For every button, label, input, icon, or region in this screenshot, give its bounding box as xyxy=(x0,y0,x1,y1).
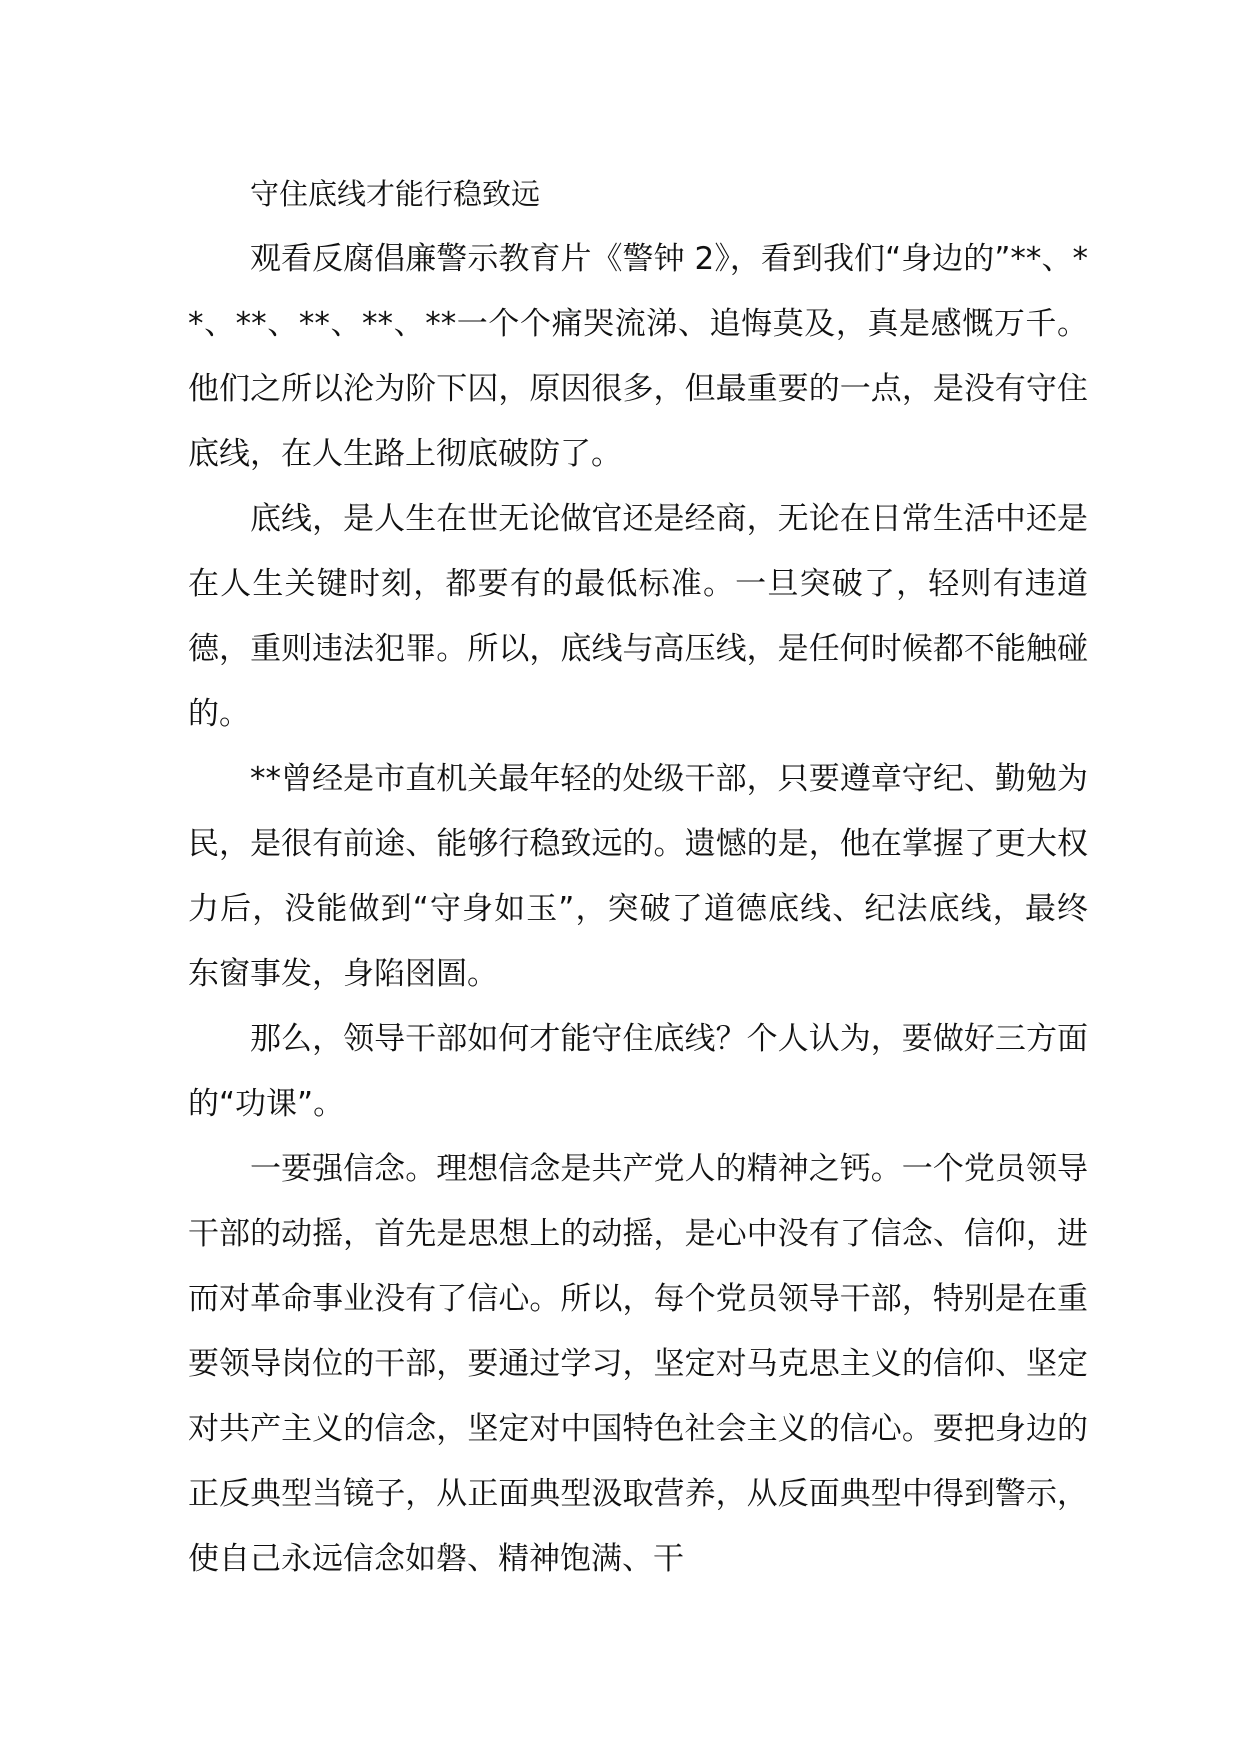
paragraph-1: 观看反腐倡廉警示教育片《警钟 2》，看到我们“身边的”**、**、**、**、**、**一个个痛哭流涕、追悔莫及，真是感慨万千。他们之所以沦为阶下囚，原因很多，但最重要的一点，是没有守住底线，在人生路上彻底破防了。 xyxy=(188,241,1088,472)
paragraph-5: 一要强信念。理想信念是共产党人的精神之钙。一个党员领导干部的动摇，首先是思想上的动摇，是心中没有了信念、信仰，进而对革命事业没有了信心。所以，每个党员领导干部，特别是在重要领导岗位的干部，要通过学习，坚定对马克思主义的信仰、坚定对共产主义的信念，坚定对中国特色社会主义的信心。要把身边的正反典型当镜子，从正面典型汲取营养，从反面典型中得到警示，使自己永远信念如磐、精神饱满、干 xyxy=(188,1151,1088,1577)
paragraph-2: 底线，是人生在世无论做官还是经商，无论在日常生活中还是在人生关键时刻，都要有的最低标准。一旦突破了，轻则有违道德，重则违法犯罪。所以，底线与高压线，是任何时候都不能触碰的。 xyxy=(188,501,1088,732)
document-title: 守住底线才能行稳致远 xyxy=(250,177,541,211)
document-body xyxy=(188,162,1088,1592)
paragraph-4: 那么，领导干部如何才能守住底线？个人认为，要做好三方面的“功课”。 xyxy=(188,1021,1088,1122)
paragraph-3: **曾经是市直机关最年轻的处级干部，只要遵章守纪、勤勉为民，是很有前途、能够行稳致远的。遗憾的是，他在掌握了更大权力后，没能做到“守身如玉”，突破了道德底线、纪法底线，最终东窗事发，身陷囹圄。 xyxy=(188,761,1088,992)
